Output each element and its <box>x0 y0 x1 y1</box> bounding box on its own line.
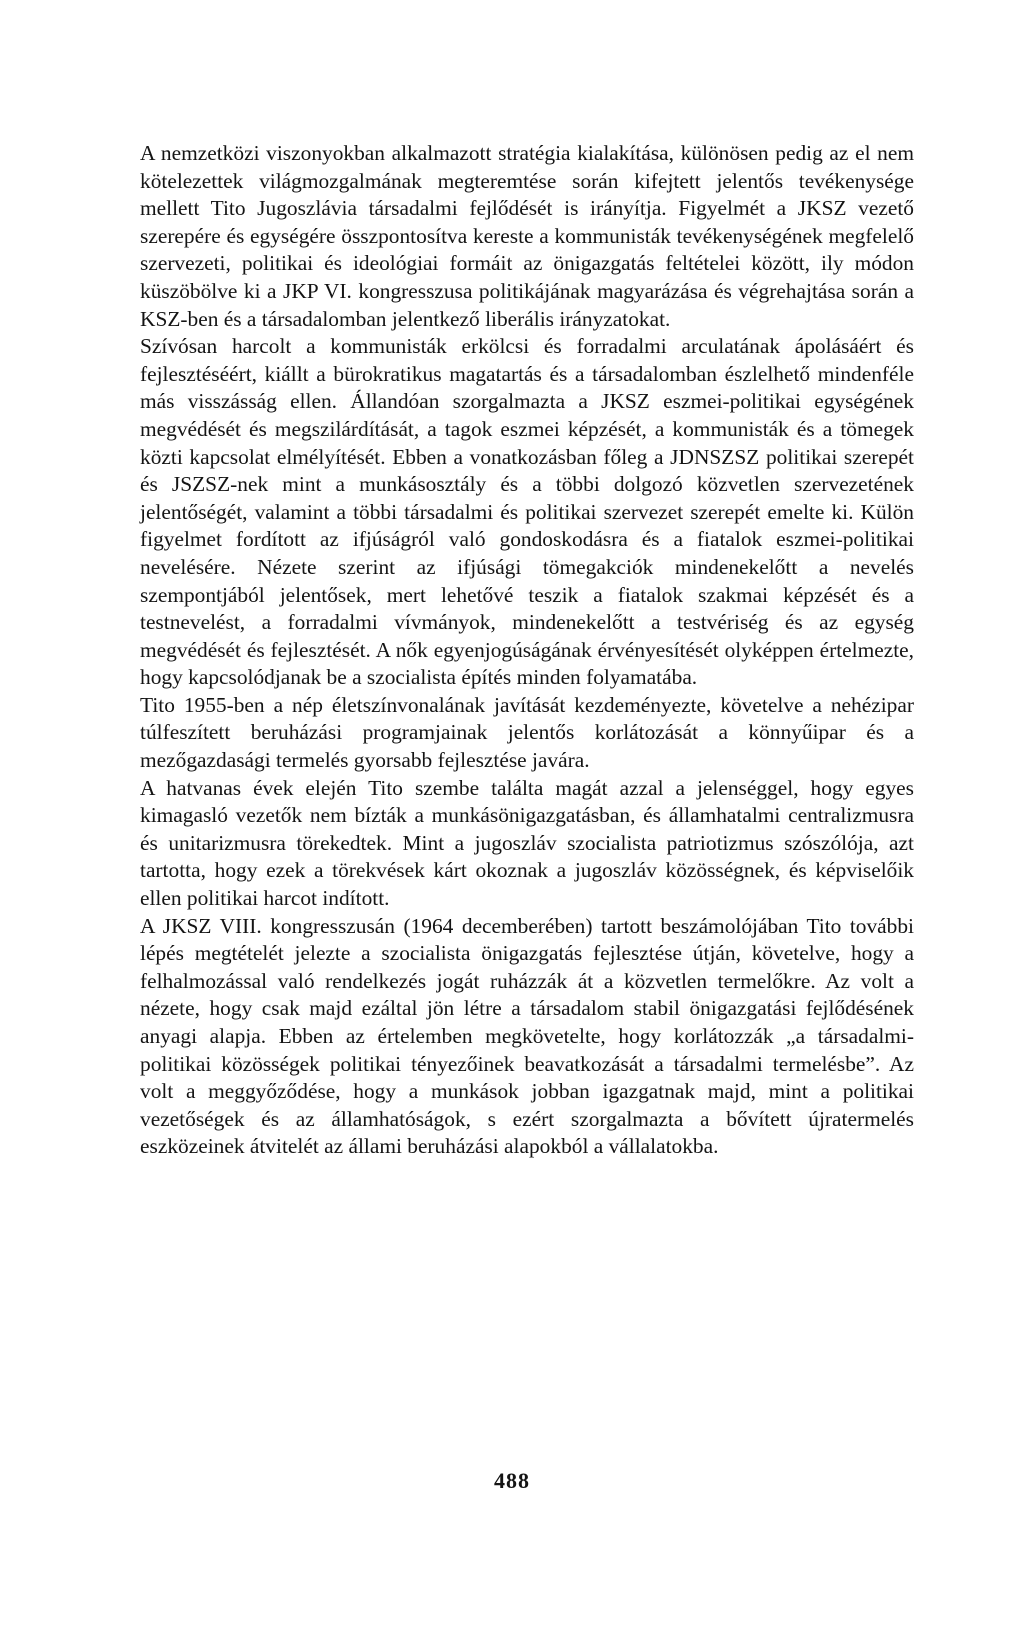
paragraph-3: Tito 1955-ben a nép életszínvonalának javítását kezdeményezte, követelve a nehézipar túlfeszített beruházási programjainak jelentős korlátozását a könnyűipar és a mezőgazdasági termelés gyorsabb fejlesztése javára. <box>140 692 914 773</box>
paragraph-2: Szívósan harcolt a kommunisták erkölcsi és forradalmi arculatának ápolásáért és fejlesztéséért, kiállt a bürokratikus magatartás és a társadalomban észlelhető mindenféle más visszásság ellen. Állandóan szorgalmazta a JKSZ eszmei-politikai egységének megvédését és megszilárdítását, a tagok eszmei képzését, a kommunisták és a tömegek közti kapcsolat elmélyítését. Ebben a vonatkozásban főleg a JDNSZSZ politikai szerepét és JSZSZ-nek mint a munkásosztály és a többi dolgozó közvetlen szervezetének jelentőségét, valamint a többi társadalmi és politikai szervezet szerepét emelte ki. Külön figyelmet fordított az ifjúságról való gondoskodásra és a fiatalok eszmei-politikai nevelésére. Nézete szerint az ifjúsági tömegakciók mindenekelőtt a nevelés szempontjából jelentősek, mert lehetővé teszik a fiatalok szakmai képzését és a testnevelést, a forradalmi vívmányok, mindenekelőtt a testvériség és az egység megvédését és fejlesztését. A nők egyenjogúságának érvényesítését olyképpen értelmezte, hogy kapcsolódjanak be a szocialista építés minden folyamatába. <box>140 334 914 690</box>
page-body <box>140 140 914 1161</box>
paragraph-5: A JKSZ VIII. kongresszusán (1964 decemberében) tartott beszámolójában Tito további lépés megtételét jelezte a szocialista önigazgatás fejlesztése útján, követelve, hogy a felhalmozással való rendelkezés jogát ruházzák át a közvetlen termelőkre. Az volt a nézete, hogy csak majd ezáltal jön létre a társadalom stabil önigazgatási fejlődésének anyagi alapja. Ebben az értelemben megkövetelte, hogy korlátozzák „a társadalmi-politikai közösségek politikai tényezőinek beavatkozását a társadalmi termelésbe”. Az volt a meggyőződése, hogy a munkások jobban igazgatnak majd, mint a politikai vezetőségek és az államhatóságok, s ezért szorgalmazta a bővített újratermelés eszközeinek átvitelét az állami beruházási alapokból a vállalatokba. <box>140 913 914 1159</box>
paragraph-4: A hatvanas évek elején Tito szembe találta magát azzal a jelenséggel, hogy egyes kimagasló vezetők nem bízták a munkásönigazgatásban, és államhatalmi centralizmusra és unitarizmusra törekedtek. Mint a jugoszláv szocialista patriotizmus szószólója, azt tartotta, hogy ezek a törekvések kárt okoznak a jugoszláv közösségnek, és képviselőik ellen politikai harcot indított. <box>140 775 914 911</box>
paragraph-1: A nemzetközi viszonyokban alkalmazott stratégia kialakítása, különösen pedig az el nem kötelezettek világmozgalmának megteremtése során kifejtett jelentős tevékenysége mellett Tito Jugoszlávia társadalmi fejlődését is irányítja. Figyelmét a JKSZ vezető szerepére és egységére összpontosítva kereste a kommunisták tevékenységének megfelelő szervezeti, politikai és ideológiai formáit az önigazgatás feltételei között, ily módon küszöbölve ki a JKP VI. kongresszusa politikájának magyarázása és végrehajtása során a KSZ-ben és a társadalomban jelentkező liberális irányzatokat. <box>140 141 914 331</box>
page-number: 488 <box>494 1468 530 1493</box>
